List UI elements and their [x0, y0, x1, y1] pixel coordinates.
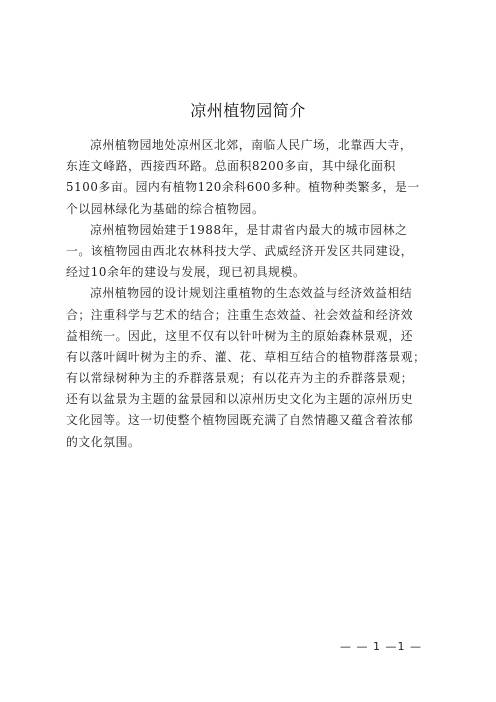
paragraph-3-line-7: 文化园等。这一切使整个植物园既充满了自然情趣又蕴含着浓郁: [66, 413, 414, 428]
paragraph-1-line-2: 东连文峰路，西接西环路。总面积8200多亩，其中绿化面积: [66, 159, 396, 174]
paragraph-2-line-3: 经过10余年的建设与发展，现已初具规模。: [66, 265, 306, 280]
paragraph-3-line-1: 凉州植物园的设计规划注重植物的生态效益与经济效益相结: [90, 286, 413, 301]
document-body: [66, 135, 442, 453]
paragraph-1-line-4: 个以园林绿化为基础的综合植物园。: [66, 201, 265, 216]
paragraph-3-line-2: 合；注重科学与艺术的结合；注重生态效益、社会效益和经济效: [66, 307, 414, 322]
paragraph-3-line-4: 有以落叶阔叶树为主的乔、灌、花、草相互结合的植物群落景观；: [66, 349, 426, 364]
paragraph-3-line-5: 有以常绿树种为主的乔群落景观；有以花卉为主的乔群落景观；: [66, 371, 414, 386]
paragraph-1-line-1: 凉州植物园地处凉州区北郊，南临人民广场，北靠西大寺，: [90, 138, 413, 152]
paragraph-3-line-6: 还有以盆景为主题的盆景园和以凉州历史文化为主题的凉州历史: [66, 392, 414, 407]
paragraph-1-line-3: 5100多亩。园内有植物120余科600多种。植物种类繁多，是一: [66, 180, 420, 195]
paragraph-2-line-1: 凉州植物园始建于1988年，是甘肃省内最大的城市园林之: [90, 222, 408, 237]
document-title: 凉州植物园简介: [190, 101, 306, 120]
paragraph-3-line-3: 益相统一。因此，这里不仅有以针叶树为主的原始森林景观，还: [66, 328, 414, 343]
paragraph-3-line-8: 的文化氛围。: [66, 434, 141, 449]
paragraph-2-line-2: 一。该植物园由西北农林科技大学、武威经济开发区共同建设，: [66, 243, 414, 258]
page-number-footer: — — 1 —1 —: [340, 640, 422, 653]
